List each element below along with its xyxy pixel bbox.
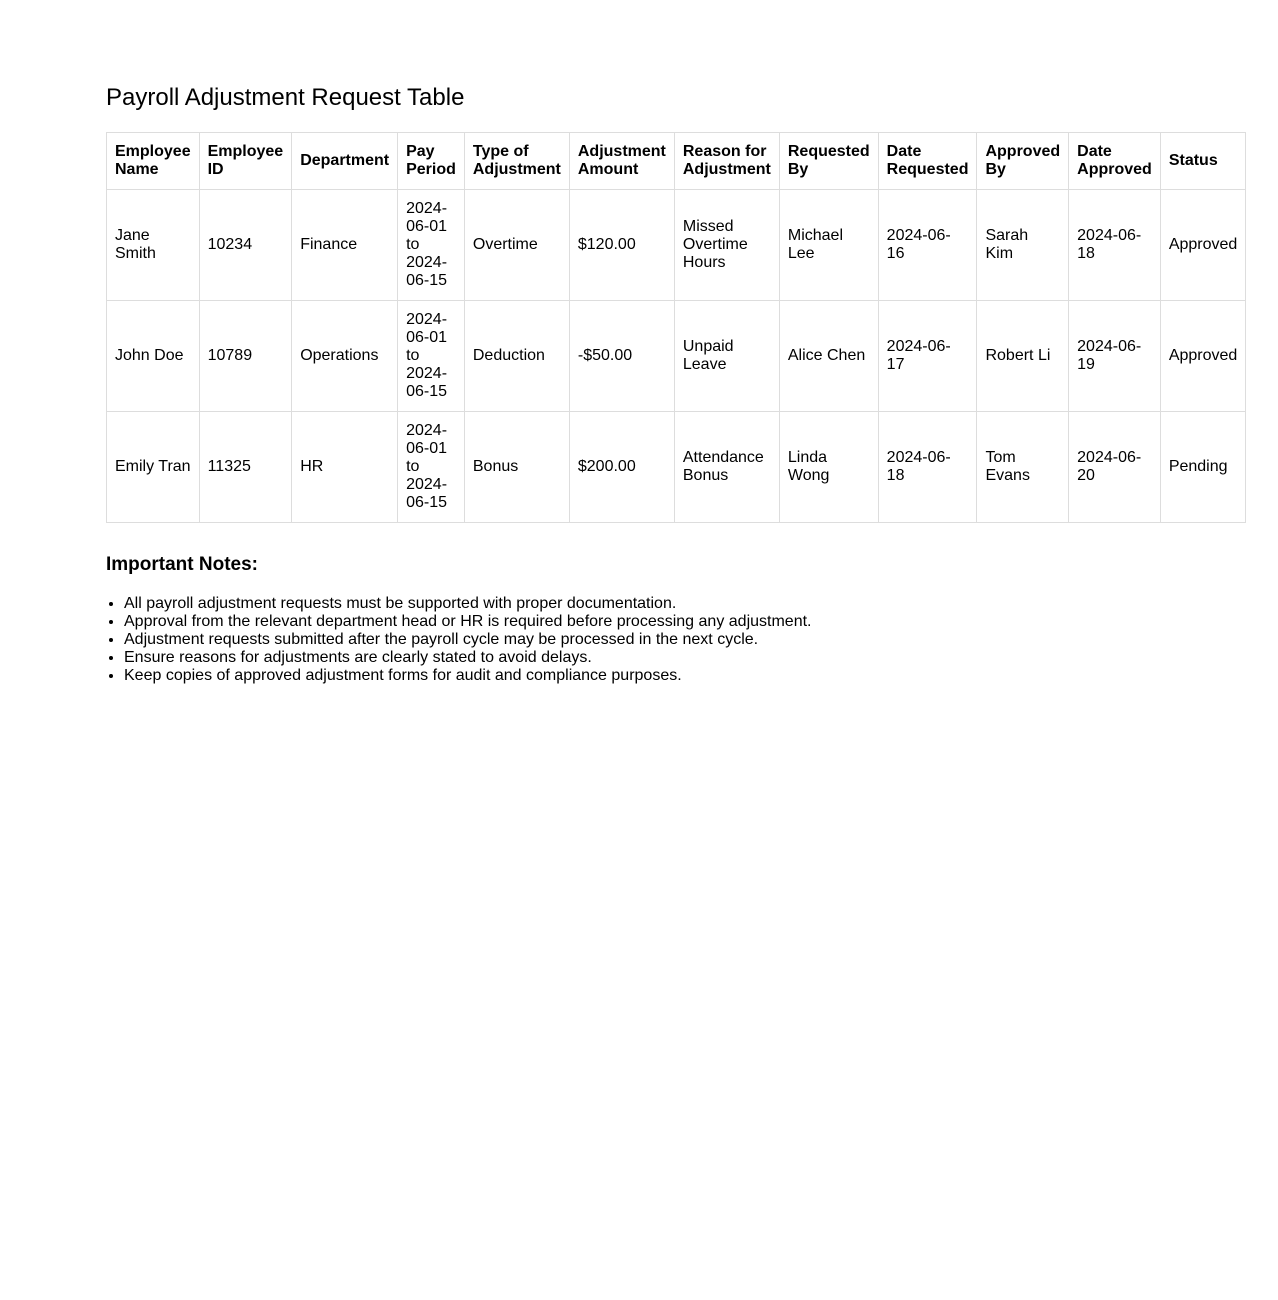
- cell-date-approved: 2024-06-20: [1069, 412, 1161, 523]
- header-requested-by: Requested By: [779, 133, 878, 190]
- list-item: • All payroll adjustment requests must be supported with proper documentation.: [124, 595, 811, 613]
- cell-type-of-adjustment: Overtime: [464, 190, 569, 301]
- table-row: [107, 412, 1246, 523]
- cell-status: Approved: [1160, 301, 1246, 412]
- cell-date-approved: 2024-06-18: [1069, 190, 1161, 301]
- cell-employee-name: Emily Tran: [107, 412, 200, 523]
- header-employee-id: Employee ID: [199, 133, 292, 190]
- header-department: Department: [292, 133, 398, 190]
- cell-date-approved: 2024-06-19: [1069, 301, 1161, 412]
- cell-status: Pending: [1160, 412, 1246, 523]
- page-title: Payroll Adjustment Request Table: [106, 84, 465, 111]
- table-row: [107, 301, 1246, 412]
- cell-reason-for-adjustment: Attendance Bonus: [674, 412, 779, 523]
- cell-pay-period: 2024-06-01 to 2024-06-15: [398, 190, 465, 301]
- notes-list: [106, 595, 811, 685]
- cell-status: Approved: [1160, 190, 1246, 301]
- cell-employee-name: Jane Smith: [107, 190, 200, 301]
- cell-approved-by: Robert Li: [977, 301, 1069, 412]
- cell-date-requested: 2024-06-16: [878, 190, 977, 301]
- cell-department: Finance: [292, 190, 398, 301]
- cell-type-of-adjustment: Deduction: [464, 301, 569, 412]
- cell-department: HR: [292, 412, 398, 523]
- cell-reason-for-adjustment: Missed Overtime Hours: [674, 190, 779, 301]
- header-reason-for-adjustment: Reason for Adjustment: [674, 133, 779, 190]
- cell-pay-period: 2024-06-01 to 2024-06-15: [398, 301, 465, 412]
- cell-employee-id: 10789: [199, 301, 292, 412]
- cell-adjustment-amount: $120.00: [569, 190, 674, 301]
- payroll-adjustment-table: [106, 132, 1246, 523]
- cell-approved-by: Tom Evans: [977, 412, 1069, 523]
- header-pay-period: Pay Period: [398, 133, 465, 190]
- list-item: • Approval from the relevant department head or HR is required before processing any adjustment.: [124, 613, 811, 631]
- list-item: • Ensure reasons for adjustments are clearly stated to avoid delays.: [124, 649, 811, 667]
- cell-employee-name: John Doe: [107, 301, 200, 412]
- cell-requested-by: Alice Chen: [779, 301, 878, 412]
- cell-department: Operations: [292, 301, 398, 412]
- cell-adjustment-amount: $200.00: [569, 412, 674, 523]
- header-approved-by: Approved By: [977, 133, 1069, 190]
- header-type-of-adjustment: Type of Adjustment: [464, 133, 569, 190]
- cell-date-requested: 2024-06-18: [878, 412, 977, 523]
- cell-reason-for-adjustment: Unpaid Leave: [674, 301, 779, 412]
- notes-heading: Important Notes:: [106, 554, 258, 575]
- table-header-row: [107, 133, 1246, 190]
- cell-adjustment-amount: -$50.00: [569, 301, 674, 412]
- header-date-approved: Date Approved: [1069, 133, 1161, 190]
- header-date-requested: Date Requested: [878, 133, 977, 190]
- cell-type-of-adjustment: Bonus: [464, 412, 569, 523]
- header-employee-name: Employee Name: [107, 133, 200, 190]
- list-item: • Keep copies of approved adjustment forms for audit and compliance purposes.: [124, 667, 811, 685]
- cell-pay-period: 2024-06-01 to 2024-06-15: [398, 412, 465, 523]
- cell-requested-by: Michael Lee: [779, 190, 878, 301]
- header-status: Status: [1160, 133, 1246, 190]
- cell-requested-by: Linda Wong: [779, 412, 878, 523]
- table-row: [107, 190, 1246, 301]
- cell-date-requested: 2024-06-17: [878, 301, 977, 412]
- list-item: • Adjustment requests submitted after the payroll cycle may be processed in the next cycle.: [124, 631, 811, 649]
- cell-employee-id: 10234: [199, 190, 292, 301]
- cell-employee-id: 11325: [199, 412, 292, 523]
- cell-approved-by: Sarah Kim: [977, 190, 1069, 301]
- header-adjustment-amount: Adjustment Amount: [569, 133, 674, 190]
